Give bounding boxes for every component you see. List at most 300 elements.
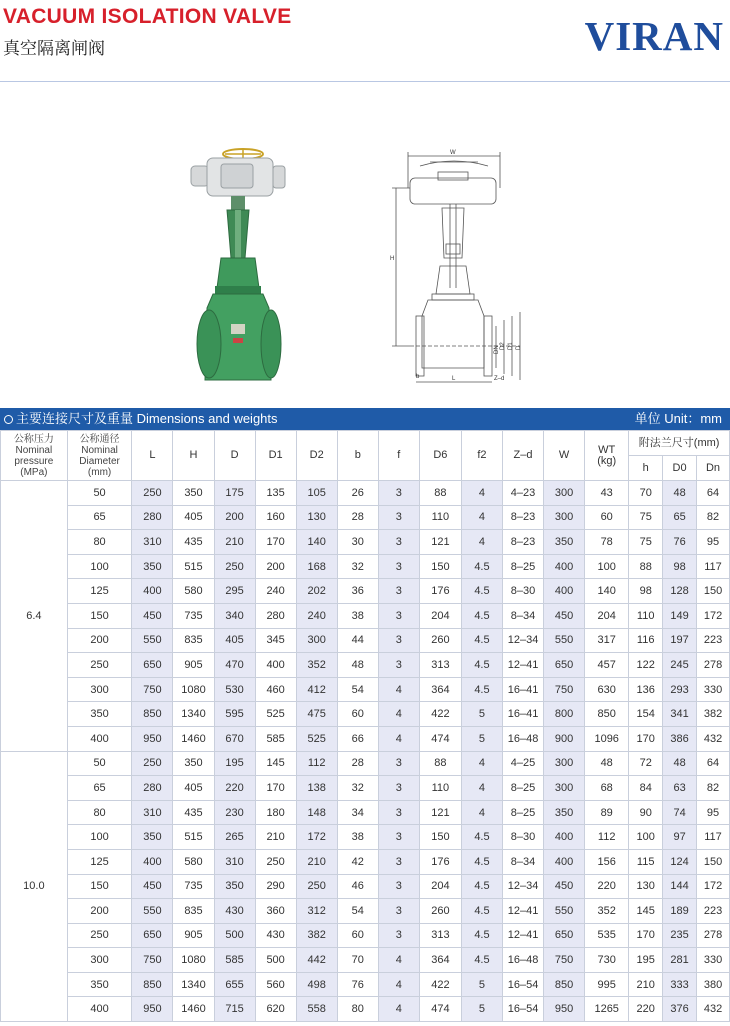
dim-label-d1: D1 [508,342,514,350]
table-cell: 350 [67,972,132,997]
table-cell: 450 [544,874,585,899]
table-cell: 200 [214,505,255,530]
table-cell: 905 [173,923,214,948]
table-cell: 4.5 [461,874,502,899]
table-cell: 74 [663,800,697,825]
table-cell: 595 [214,702,255,727]
table-cell: 3 [378,923,419,948]
table-cell: 550 [544,899,585,924]
table-cell: 550 [132,628,173,653]
table-cell: 3 [378,530,419,555]
table-cell: 250 [67,653,132,678]
table-cell: 72 [629,751,663,776]
table-cell: 200 [255,554,296,579]
table-cell: 3 [378,628,419,653]
col-header-diameter [67,431,132,481]
valve-dimension-drawing [380,148,530,384]
table-cell: 350 [67,702,132,727]
table-cell: 70 [629,481,663,506]
table-cell: 88 [629,554,663,579]
table-cell: 474 [419,726,461,751]
table-row [1,874,730,899]
table-row [1,997,730,1022]
table-cell: 341 [663,702,697,727]
table-row [1,603,730,628]
table-cell: 265 [214,825,255,850]
table-cell: 498 [296,972,337,997]
table-cell: 98 [663,554,697,579]
col-header: D0 [663,456,697,481]
table-cell: 405 [173,776,214,801]
table-cell: 630 [585,677,629,702]
diameter-en2: Diameter [79,455,120,467]
table-cell: 12–34 [503,628,544,653]
table-cell: 330 [697,948,730,973]
table-cell: 715 [214,997,255,1022]
col-header: b [337,431,378,481]
table-cell: 412 [296,677,337,702]
table-cell: 210 [296,849,337,874]
table-cell: 110 [419,776,461,801]
table-cell: 457 [585,653,629,678]
table-cell: 160 [255,505,296,530]
table-cell: 88 [419,481,461,506]
diameter-unit: (mm) [87,466,112,478]
table-cell: 48 [663,481,697,506]
table-cell: 250 [296,874,337,899]
table-cell: 432 [697,997,730,1022]
table-cell: 300 [296,628,337,653]
table-cell: 560 [255,972,296,997]
table-cell: 12–41 [503,899,544,924]
table-cell: 1096 [585,726,629,751]
table-cell: 250 [67,923,132,948]
table-cell: 250 [255,849,296,874]
table-cell: 450 [132,874,173,899]
table-cell: 3 [378,899,419,924]
table-cell: 650 [132,653,173,678]
table-cell: 460 [255,677,296,702]
table-cell: 1080 [173,948,214,973]
table-cell: 580 [173,849,214,874]
brand-logo: VIRAN [584,13,724,59]
table-cell: 80 [337,997,378,1022]
table-cell: 900 [544,726,585,751]
table-cell: 48 [337,653,378,678]
table-cell: 280 [132,505,173,530]
table-cell: 386 [663,726,697,751]
table-cell: 240 [296,603,337,628]
table-cell: 220 [214,776,255,801]
table-cell: 100 [629,825,663,850]
table-cell: 313 [419,923,461,948]
table-cell: 400 [67,726,132,751]
table-cell: 4 [378,948,419,973]
table-row [1,702,730,727]
table-cell: 850 [585,702,629,727]
table-cell: 4.5 [461,677,502,702]
table-cell: 312 [296,899,337,924]
dim-label-w: W [450,150,456,156]
table-cell: 121 [419,800,461,825]
table-cell: 88 [419,751,461,776]
table-cell: 156 [585,849,629,874]
table-cell: 4.5 [461,849,502,874]
table-cell: 850 [544,972,585,997]
table-cell: 12–34 [503,874,544,899]
table-cell: 16–54 [503,997,544,1022]
col-header: D1 [255,431,296,481]
table-cell: 210 [214,530,255,555]
table-cell: 950 [132,726,173,751]
col-header: D6 [419,431,461,481]
table-cell: 4.5 [461,899,502,924]
table-cell: 230 [214,800,255,825]
pressure-unit: (MPa) [20,466,48,478]
table-cell: 300 [544,505,585,530]
dim-label-h: H [390,256,395,262]
table-cell: 750 [544,677,585,702]
table-cell: 43 [585,481,629,506]
col-header: f2 [461,431,502,481]
table-cell: 149 [663,603,697,628]
table-row [1,677,730,702]
table-cell: 60 [337,702,378,727]
table-cell: 352 [296,653,337,678]
table-row [1,726,730,751]
table-cell: 130 [296,505,337,530]
table-cell: 3 [378,825,419,850]
diameter-en1: Nominal [81,444,118,456]
table-cell: 63 [663,776,697,801]
table-cell: 300 [544,481,585,506]
table-cell: 38 [337,825,378,850]
table-cell: 48 [585,751,629,776]
table-cell: 5 [461,997,502,1022]
table-cell: 293 [663,677,697,702]
table-cell: 400 [255,653,296,678]
table-cell: 195 [629,948,663,973]
table-cell: 280 [132,776,173,801]
table-cell: 260 [419,899,461,924]
table-cell: 4 [378,677,419,702]
col-header: W [544,431,585,481]
pressure-en1: Nominal [15,444,53,456]
table-cell: 128 [663,579,697,604]
table-cell: 30 [337,530,378,555]
table-cell: 100 [67,554,132,579]
diameter-cn: 公称通径 [79,433,120,445]
col-header: H [173,431,214,481]
table-cell: 150 [419,825,461,850]
table-cell: 78 [585,530,629,555]
table-cell: 4 [461,530,502,555]
table-cell: 65 [67,505,132,530]
table-cell: 350 [173,751,214,776]
table-cell: 730 [585,948,629,973]
table-cell: 340 [214,603,255,628]
table-cell: 735 [173,603,214,628]
dim-label-dn: DN [494,345,500,354]
table-cell: 4–23 [503,481,544,506]
table-cell: 405 [214,628,255,653]
table-cell: 345 [255,628,296,653]
table-section-title: 主要连接尺寸及重量 Dimensions and weights [16,411,278,426]
table-cell: 16–41 [503,677,544,702]
table-cell: 3 [378,653,419,678]
table-cell: 145 [629,899,663,924]
table-cell: 98 [629,579,663,604]
table-cell: 202 [296,579,337,604]
header-divider [0,81,730,82]
table-cell: 176 [419,849,461,874]
table-cell: 4.5 [461,923,502,948]
table-cell: 435 [173,800,214,825]
table-cell: 16–54 [503,972,544,997]
table-cell: 240 [255,579,296,604]
table-cell: 26 [337,481,378,506]
table-cell: 670 [214,726,255,751]
table-cell: 235 [663,923,697,948]
table-cell: 4 [461,776,502,801]
table-row [1,972,730,997]
col-header: Z–d [503,431,544,481]
table-cell: 310 [214,849,255,874]
table-cell: 1460 [173,726,214,751]
table-cell: 310 [132,800,173,825]
table-cell: 122 [629,653,663,678]
table-cell: 80 [67,800,132,825]
table-cell: 550 [544,628,585,653]
table-cell: 650 [544,923,585,948]
table-cell: 280 [255,603,296,628]
table-cell: 3 [378,579,419,604]
table-row [1,530,730,555]
table-cell: 150 [67,603,132,628]
table-cell: 176 [419,579,461,604]
table-cell: 750 [132,948,173,973]
dim-label-l: L [452,376,456,382]
table-cell: 350 [214,874,255,899]
table-cell: 422 [419,702,461,727]
table-cell: 125 [67,579,132,604]
table-cell: 4.5 [461,554,502,579]
circle-icon [4,415,13,424]
table-cell: 430 [255,923,296,948]
table-cell: 950 [132,997,173,1022]
table-cell: 36 [337,579,378,604]
table-cell: 117 [697,554,730,579]
table-cell: 105 [296,481,337,506]
table-cell: 84 [629,776,663,801]
table-cell: 8–23 [503,530,544,555]
table-cell: 170 [255,776,296,801]
dim-label-b: b [416,374,420,380]
pressure-cell: 10.0 [1,751,68,1022]
table-cell: 1340 [173,702,214,727]
table-cell: 8–34 [503,603,544,628]
table-row [1,923,730,948]
table-cell: 317 [585,628,629,653]
table-row [1,948,730,973]
table-cell: 558 [296,997,337,1022]
table-cell: 75 [629,530,663,555]
table-cell: 380 [697,972,730,997]
table-cell: 525 [255,702,296,727]
table-cell: 100 [585,554,629,579]
table-cell: 115 [629,849,663,874]
table-cell: 1265 [585,997,629,1022]
table-section-bar [0,408,730,430]
table-cell: 400 [132,849,173,874]
table-cell: 3 [378,751,419,776]
table-cell: 60 [337,923,378,948]
table-cell: 75 [629,505,663,530]
table-cell: 515 [173,554,214,579]
table-cell: 8–34 [503,849,544,874]
table-cell: 12–41 [503,653,544,678]
table-cell: 250 [132,751,173,776]
table-cell: 364 [419,948,461,973]
table-cell: 5 [461,702,502,727]
table-cell: 360 [255,899,296,924]
table-cell: 80 [67,530,132,555]
table-cell: 950 [544,997,585,1022]
table-cell: 300 [544,776,585,801]
table-cell: 8–25 [503,800,544,825]
pressure-cell: 6.4 [1,481,68,752]
table-cell: 82 [697,776,730,801]
table-cell: 210 [629,972,663,997]
table-cell: 32 [337,554,378,579]
table-cell: 54 [337,677,378,702]
table-row [1,579,730,604]
table-cell: 3 [378,849,419,874]
table-cell: 995 [585,972,629,997]
table-row [1,505,730,530]
table-cell: 8–30 [503,825,544,850]
table-row [1,849,730,874]
table-cell: 4–25 [503,751,544,776]
col-header: L [132,431,173,481]
table-cell: 210 [255,825,296,850]
table-cell: 121 [419,530,461,555]
table-cell: 95 [697,530,730,555]
table-cell: 48 [663,751,697,776]
table-cell: 1460 [173,997,214,1022]
table-cell: 28 [337,505,378,530]
table-cell: 4 [461,800,502,825]
table-row [1,653,730,678]
pressure-cn: 公称压力 [13,433,54,445]
table-cell: 54 [337,899,378,924]
table-cell: 44 [337,628,378,653]
table-cell: 8–25 [503,776,544,801]
table-cell: 750 [132,677,173,702]
table-cell: 65 [67,776,132,801]
table-cell: 580 [173,579,214,604]
table-cell: 300 [544,751,585,776]
table-cell: 170 [629,726,663,751]
table-row [1,628,730,653]
table-cell: 220 [629,997,663,1022]
table-cell: 400 [132,579,173,604]
table-cell: 4 [461,481,502,506]
table-cell: 405 [173,505,214,530]
table-cell: 66 [337,726,378,751]
table-cell: 4 [378,997,419,1022]
table-cell: 4.5 [461,579,502,604]
table-cell: 800 [544,702,585,727]
table-cell: 90 [629,800,663,825]
table-cell: 350 [544,530,585,555]
table-cell: 905 [173,653,214,678]
table-cell: 585 [214,948,255,973]
table-cell: 180 [255,800,296,825]
table-cell: 290 [255,874,296,899]
table-cell: 3 [378,776,419,801]
pressure-en2: pressure [14,455,54,467]
table-row [1,554,730,579]
col-header: Dn [697,456,730,481]
table-cell: 3 [378,874,419,899]
table-cell: 422 [419,972,461,997]
table-cell: 530 [214,677,255,702]
table-cell: 278 [697,923,730,948]
table-cell: 382 [296,923,337,948]
table-cell: 300 [67,948,132,973]
table-cell: 76 [337,972,378,997]
table-cell: 150 [697,849,730,874]
table-cell: 850 [132,972,173,997]
table-cell: 95 [697,800,730,825]
table-cell: 124 [663,849,697,874]
table-cell: 135 [255,481,296,506]
table-cell: 4.5 [461,603,502,628]
table-cell: 620 [255,997,296,1022]
product-subtitle: 真空隔离闸阀 [3,39,105,59]
table-cell: 750 [544,948,585,973]
table-cell: 650 [544,653,585,678]
table-cell: 64 [697,481,730,506]
table-cell: 138 [296,776,337,801]
table-cell: 82 [697,505,730,530]
table-cell: 4.5 [461,948,502,973]
table-cell: 116 [629,628,663,653]
table-cell: 835 [173,628,214,653]
table-cell: 8–25 [503,554,544,579]
table-row [1,751,730,776]
table-cell: 50 [67,751,132,776]
table-cell: 112 [296,751,337,776]
table-cell: 154 [629,702,663,727]
col-header: h [629,456,663,481]
table-cell: 170 [629,923,663,948]
table-cell: 500 [255,948,296,973]
table-cell: 515 [173,825,214,850]
table-cell: 200 [67,628,132,653]
table-cell: 110 [629,603,663,628]
table-cell: 382 [697,702,730,727]
table-row [1,800,730,825]
table-cell: 16–48 [503,726,544,751]
table-cell: 400 [544,825,585,850]
table-cell: 330 [697,677,730,702]
table-cell: 64 [697,751,730,776]
table-cell: 70 [337,948,378,973]
table-row [1,825,730,850]
table-cell: 735 [173,874,214,899]
